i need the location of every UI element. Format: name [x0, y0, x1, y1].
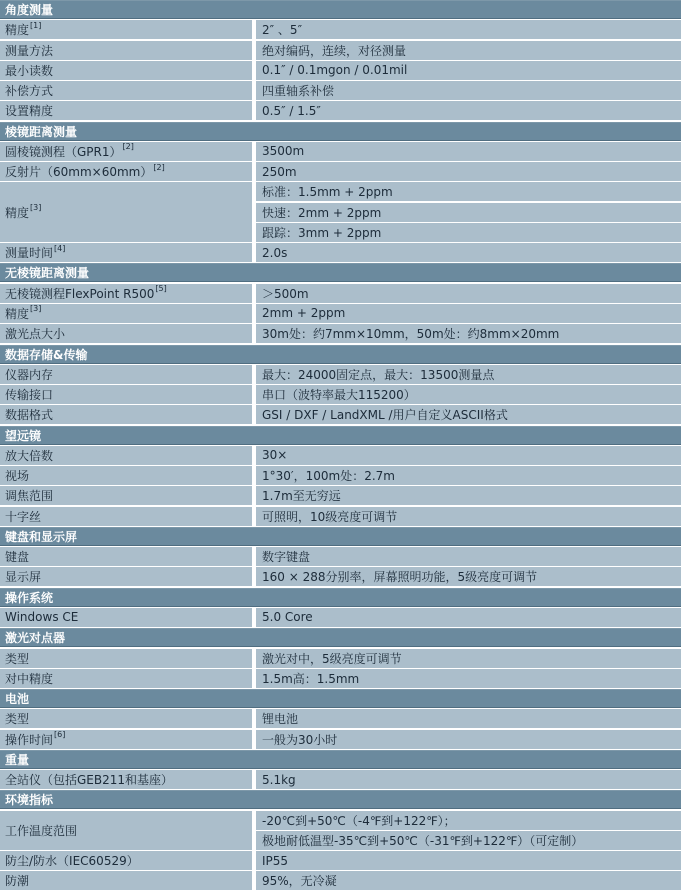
- section-header: 无棱镜距离测量: [0, 263, 681, 282]
- spec-label-text: 防潮: [5, 874, 30, 889]
- footnote-marker: [3]: [30, 304, 42, 314]
- section-header: 重量: [0, 750, 681, 769]
- spec-value-cell: 数字键盘: [256, 547, 681, 566]
- footnote-marker: [6]: [54, 730, 66, 740]
- spec-value-cell: 160 × 288分别率，屏幕照明功能，5级亮度可调节: [256, 567, 681, 586]
- spec-value-cell: 1.7m至无穷远: [256, 486, 681, 505]
- spec-label-cell: [0, 649, 252, 668]
- spec-label-cell: [0, 547, 252, 566]
- spec-value-cell: 0.1″ / 0.1mgon / 0.01mil: [256, 61, 681, 80]
- spec-label-cell: [0, 324, 252, 343]
- spec-label-cell: [0, 41, 252, 60]
- spec-value-cell: 0.5″ / 1.5″: [256, 101, 681, 120]
- section-header: 望远镜: [0, 426, 681, 445]
- spec-label-cell: [0, 567, 252, 586]
- spec-label-text: 圆棱镜测程（GPR1）: [5, 144, 122, 159]
- spec-value-cell: 2.0s: [256, 243, 681, 262]
- spec-value-cell: 5.0 Core: [256, 608, 681, 627]
- spec-value-cell: 锂电池: [256, 709, 681, 728]
- spec-value-cell: 30×: [256, 446, 681, 465]
- spec-label-text: 最小读数: [5, 63, 54, 78]
- spec-label-cell: [0, 446, 252, 465]
- section-header: 棱镜距离测量: [0, 122, 681, 141]
- spec-label-text: 无棱镜测程FlexPoint R500: [5, 286, 155, 301]
- spec-value-cell: 最大：24000固定点，最大：13500测量点: [256, 365, 681, 384]
- spec-value-cell: ＞500m: [256, 284, 681, 303]
- spec-label-cell: [0, 730, 252, 749]
- spec-label-cell: [0, 669, 252, 688]
- spec-label-cell: [0, 770, 252, 789]
- spec-label-text: 精度: [5, 23, 30, 38]
- footnote-marker: [2]: [153, 162, 165, 172]
- spec-label-text: 对中精度: [5, 671, 54, 686]
- section-header: 操作系统: [0, 588, 681, 607]
- spec-value-cell: 2mm + 2ppm: [256, 304, 681, 323]
- spec-label-cell: [0, 284, 252, 303]
- spec-label-text: 反射片（60mm×60mm）: [5, 165, 153, 180]
- section-header: 角度测量: [0, 0, 681, 19]
- spec-value-cell: 跟踪：3mm + 2ppm: [256, 223, 681, 242]
- footnote-marker: [2]: [122, 142, 134, 152]
- section-header: 激光对点器: [0, 628, 681, 647]
- spec-value-cell: 1.5m高：1.5mm: [256, 669, 681, 688]
- spec-label-cell: [0, 365, 252, 384]
- spec-label-cell: [0, 304, 252, 323]
- spec-label-text: 显示屏: [5, 570, 42, 585]
- spec-label-cell: [0, 466, 252, 485]
- spec-label-cell: [0, 20, 252, 39]
- spec-label-cell: [0, 142, 252, 161]
- spec-label-text: 补偿方式: [5, 84, 54, 99]
- spec-value-cell: -20℃到+50℃（-4℉到+122℉）；: [256, 811, 681, 830]
- spec-value-cell: GSI / DXF / LandXML /用户自定义ASCII格式: [256, 405, 681, 424]
- spec-label-text: 类型: [5, 712, 30, 727]
- spec-value-cell: 激光对中，5级亮度可调节: [256, 649, 681, 668]
- spec-label-cell: [0, 162, 252, 181]
- footnote-marker: [5]: [155, 284, 167, 294]
- spec-label-cell: [0, 486, 252, 505]
- spec-value-cell: 绝对编码，连续，对径测量: [256, 41, 681, 60]
- spec-label-text: 测量方法: [5, 43, 54, 58]
- spec-label-cell: [0, 243, 252, 262]
- spec-label-cell: [0, 507, 252, 526]
- spec-label-cell: [0, 385, 252, 404]
- spec-value-cell: 250m: [256, 162, 681, 181]
- spec-label-text: 精度: [5, 205, 30, 220]
- section-header: 环境指标: [0, 790, 681, 809]
- spec-label-text: 全站仪（包括GEB211和基座）: [5, 773, 174, 788]
- footnote-marker: [1]: [30, 20, 42, 30]
- spec-label-text: 键盘: [5, 550, 30, 565]
- spec-label-cell: [0, 709, 252, 728]
- spec-label-text: 放大倍数: [5, 448, 54, 463]
- section-header: 键盘和显示屏: [0, 527, 681, 546]
- spec-value-cell: 2″ 、5″: [256, 20, 681, 39]
- spec-label-cell: [0, 61, 252, 80]
- spec-label-cell: [0, 81, 252, 100]
- spec-label-cell: [0, 608, 252, 627]
- spec-label-text: Windows CE: [5, 610, 79, 625]
- spec-label-text: 防尘/防水（IEC60529）: [5, 854, 139, 869]
- spec-value-cell: 可照明，10级亮度可调节: [256, 507, 681, 526]
- spec-label-text: 传输接口: [5, 388, 54, 403]
- spec-label-cell: [0, 851, 252, 870]
- spec-label-text: 激光点大小: [5, 327, 66, 342]
- spec-label-text: 仪器内存: [5, 367, 54, 382]
- spec-value-cell: 30m处：约7mm×10mm，50m处：约8mm×20mm: [256, 324, 681, 343]
- spec-label-text: 测量时间: [5, 246, 54, 261]
- spec-label-cell: [0, 871, 252, 890]
- footnote-marker: [3]: [30, 203, 42, 213]
- spec-value-cell: 1°30′，100m处：2.7m: [256, 466, 681, 485]
- section-header: 数据存储&传输: [0, 345, 681, 364]
- spec-value-cell: 一般为30小时: [256, 730, 681, 749]
- section-header: 电池: [0, 689, 681, 708]
- spec-value-cell: 四重轴系补偿: [256, 81, 681, 100]
- spec-label-text: 调焦范围: [5, 489, 54, 504]
- spec-label-text: 十字丝: [5, 509, 42, 524]
- spec-value-cell: 5.1kg: [256, 770, 681, 789]
- spec-label-text: 工作温度范围: [5, 823, 78, 838]
- spec-label-text: 数据格式: [5, 408, 54, 423]
- spec-label-cell: [0, 101, 252, 120]
- spec-label-text: 设置精度: [5, 104, 54, 119]
- spec-value-cell: 快速：2mm + 2ppm: [256, 203, 681, 222]
- spec-value-cell: 3500m: [256, 142, 681, 161]
- spec-value-cell: IP55: [256, 851, 681, 870]
- footnote-marker: [4]: [54, 243, 66, 253]
- spec-label-cell: [0, 182, 252, 242]
- spec-label-text: 精度: [5, 306, 30, 321]
- spec-label-text: 类型: [5, 651, 30, 666]
- spec-label-cell: [0, 405, 252, 424]
- spec-label-text: 操作时间: [5, 732, 54, 747]
- spec-label-text: 视场: [5, 469, 30, 484]
- spec-value-cell: 串口（波特率最大115200）: [256, 385, 681, 404]
- spec-value-cell: 95%，无冷凝: [256, 871, 681, 890]
- spec-value-cell: 标准：1.5mm + 2ppm: [256, 182, 681, 201]
- spec-label-cell: [0, 811, 252, 850]
- spec-value-cell: 极地耐低温型-35℃到+50℃（-31℉到+122℉）（可定制）: [256, 831, 681, 850]
